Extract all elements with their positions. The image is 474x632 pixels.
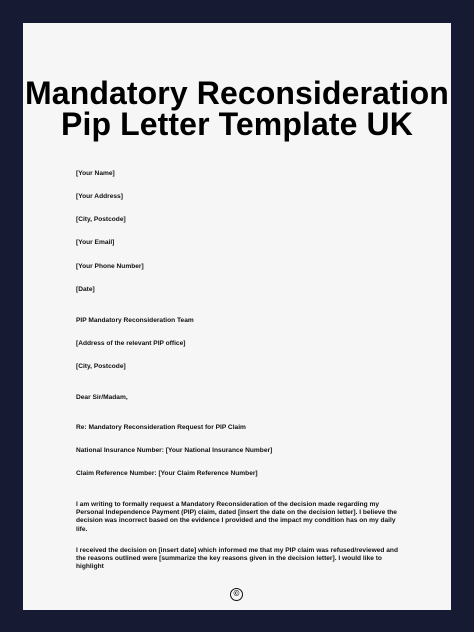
recipient-city: [City, Postcode] (76, 363, 126, 370)
sender-city: [City, Postcode] (76, 216, 126, 223)
copyright-icon: © (230, 588, 243, 601)
title-line-1: Mandatory Reconsideration (25, 75, 449, 111)
recipient-address: [Address of the relevant PIP office] (76, 340, 186, 347)
sender-name: [Your Name] (76, 170, 115, 177)
recipient-team: PIP Mandatory Reconsideration Team (76, 317, 194, 324)
page-title (23, 75, 451, 142)
subject-line: Re: Mandatory Reconsideration Request for PIP Claim (76, 424, 246, 431)
claim-reference: Claim Reference Number: [Your Claim Reference Number] (76, 470, 258, 477)
body-paragraph-1: I am writing to formally request a Mandatory Reconsideration of the decision made regarding my Personal Independence Payment (PIP) claim, dated [insert the date on the decision letter]. I believe the decision was incorrect based on the evidence I provided and the impact my condition has on my daily life. (76, 501, 397, 533)
body-paragraph-2: I received the decision on [insert date] which informed me that my PIP claim was refused/reviewed and the reasons outlined were [summarize the key reasons given in the decision letter]. I would like to highlight (76, 547, 398, 571)
ni-number: National Insurance Number: [Your National Insurance Number] (76, 447, 273, 454)
sender-address: [Your Address] (76, 193, 123, 200)
letter-date: [Date] (76, 286, 95, 293)
salutation: Dear Sir/Madam, (76, 394, 128, 401)
sender-phone: [Your Phone Number] (76, 263, 144, 270)
letter-page (23, 23, 451, 610)
sender-email: [Your Email] (76, 239, 115, 246)
title-line-2: Pip Letter Template UK (61, 106, 413, 142)
